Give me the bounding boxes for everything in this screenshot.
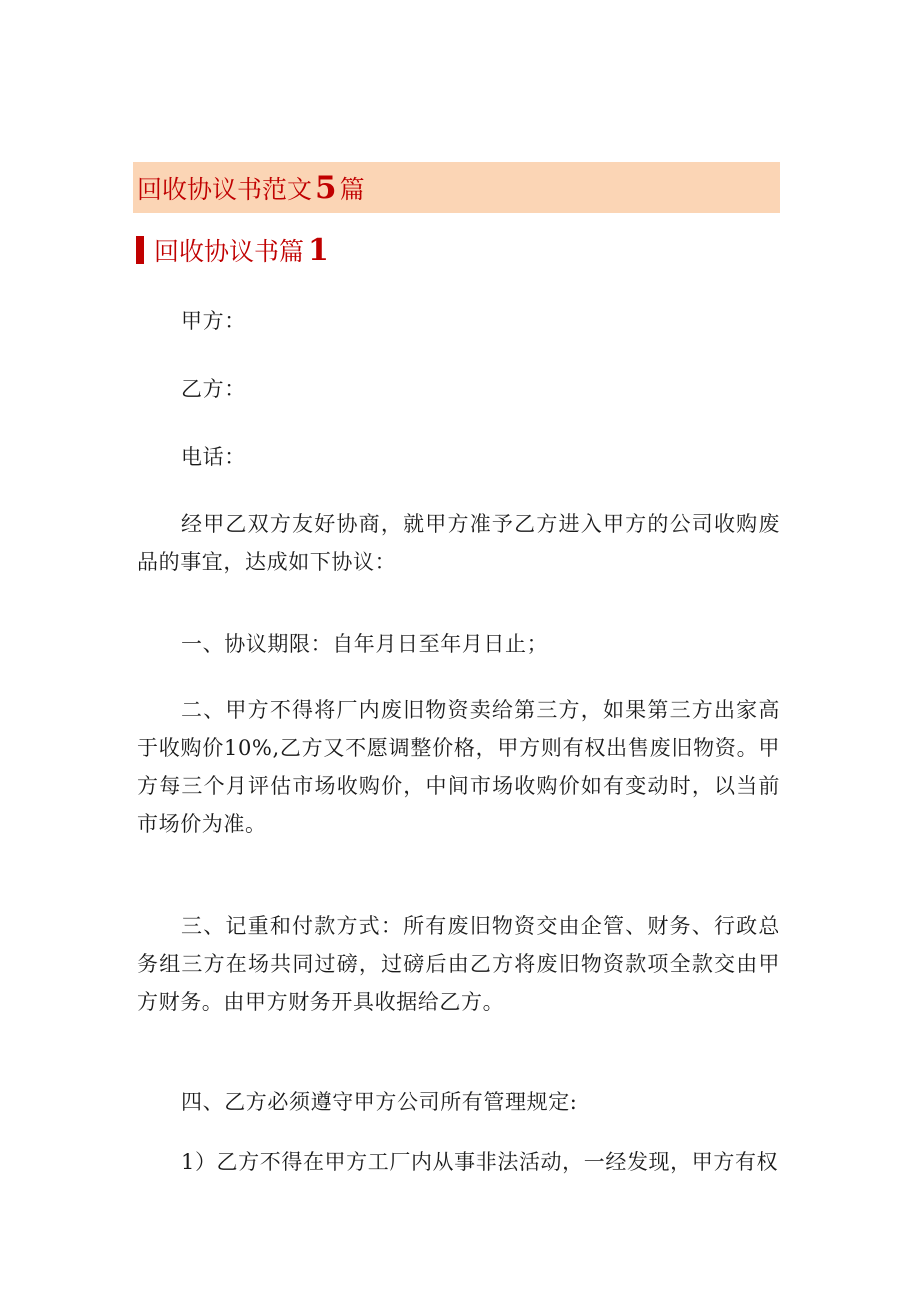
document-title-number: 5 (315, 169, 337, 206)
section-title-number: 1 (308, 233, 329, 268)
document-title-prefix: 回收协议书范文 (137, 174, 313, 204)
paragraph-party-b: 乙方： (181, 377, 246, 401)
document-title-suffix: 篇 (339, 174, 365, 204)
section-marker-bar (136, 236, 144, 264)
paragraph-phone: 电话： (181, 445, 246, 469)
section-title (154, 232, 329, 268)
paragraph-clause-1: 一、协议期限：自年月日至年月日止； (181, 632, 549, 656)
paragraph-clause-2: 二、甲方不得将厂内废旧物资卖给第三方，如果第三方出家高于收购价10%,乙方又不愿调整价格，甲方则有权出售废旧物资。甲方每三个月评估市场收购价，中间市场收购价如有变动时，以当前市场价为准。 (137, 698, 780, 836)
paragraph-party-a: 甲方： (181, 309, 246, 333)
section-title-text: 回收协议书篇 (154, 237, 305, 266)
paragraph-clause-4: 四、乙方必须遵守甲方公司所有管理规定: (181, 1090, 578, 1114)
section-heading (136, 232, 329, 268)
document-title (137, 170, 365, 206)
document-title-bar (133, 162, 780, 213)
paragraph-clause-3: 三、记重和付款方式：所有废旧物资交由企管、财务、行政总务组三方在场共同过磅，过磅后由乙方将废旧物资款项全款交由甲方财务。由甲方财务开具收据给乙方。 (137, 914, 780, 1014)
paragraph-intro: 经甲乙双方友好协商，就甲方准予乙方进入甲方的公司收购废品的事宜，达成如下协议： (137, 512, 780, 574)
paragraph-clause-4-item-1: 1）乙方不得在甲方工厂内从事非法活动，一经发现，甲方有权 (181, 1150, 779, 1174)
